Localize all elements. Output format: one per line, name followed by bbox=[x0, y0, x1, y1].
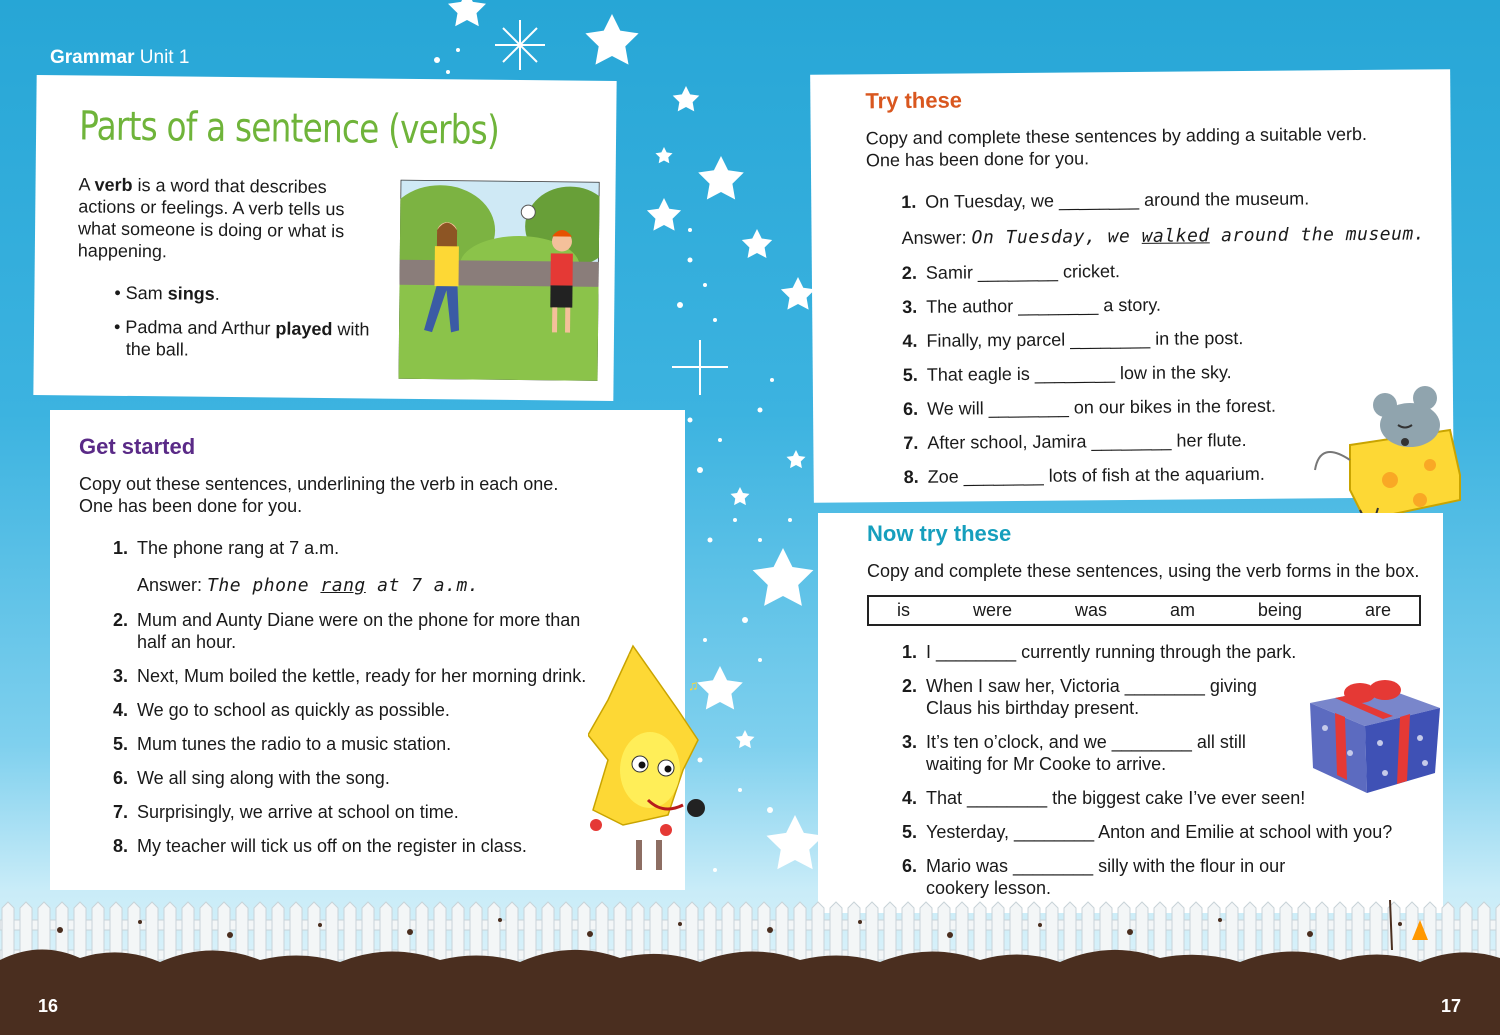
verb-forms-box bbox=[867, 595, 1421, 626]
list-item: 1. The phone rang at 7 a.m. bbox=[113, 538, 340, 558]
list-item: 1. On Tuesday, we ________ around the museum. bbox=[901, 188, 1310, 213]
unit-label: Grammar Unit 1 bbox=[50, 47, 190, 68]
mouse-on-cheese-illustration bbox=[1310, 350, 1470, 520]
list-item: 3. It’s ten o’clock, and we ________ all still waiting for Mr Cooke to arrive. bbox=[902, 732, 1246, 774]
verb-option: are bbox=[1364, 600, 1391, 620]
list-item: 7. Surprisingly, we arrive at school on time. bbox=[113, 802, 459, 822]
list-item: 5. That eagle is ________ low in the sky. bbox=[902, 362, 1232, 386]
list-item: 1. I ________ currently running through the park. bbox=[902, 642, 1297, 662]
try-these-instructions: Copy and complete these sentences by adding a suitable verb. One has been done for you. bbox=[865, 123, 1368, 171]
list-item: 2. Samir ________ cricket. bbox=[901, 261, 1121, 284]
gift-box-illustration bbox=[1305, 668, 1445, 798]
list-item: 6. We will ________ on our bikes in the forest. bbox=[902, 395, 1277, 420]
verb-option: is bbox=[897, 600, 910, 620]
list-item: 8. My teacher will tick us off on the register in class. bbox=[113, 836, 527, 856]
list-item: 4. Finally, my parcel ________ in the post. bbox=[902, 328, 1244, 352]
get-started-heading: Get started bbox=[79, 434, 196, 459]
try-these-heading: Try these bbox=[865, 87, 963, 114]
fence-and-soil-decoration bbox=[0, 900, 1500, 1035]
svg-text:♪: ♪ bbox=[626, 649, 633, 665]
verb-example-1: • Sam sings. bbox=[114, 282, 220, 304]
svg-text:♫: ♫ bbox=[688, 677, 699, 693]
list-item: 3. The author ________ a story. bbox=[902, 294, 1162, 318]
verb-example-2: • Padma and Arthur played with the ball. bbox=[113, 316, 370, 360]
list-item: 6. We all sing along with the song. bbox=[113, 768, 390, 788]
answer-example: Answer: On Tuesday, we walked around the museum. bbox=[901, 223, 1426, 249]
children-playing-illustration bbox=[399, 180, 600, 381]
list-item: 2. Mum and Aunty Diane were on the phone for more than half an hour. bbox=[113, 610, 581, 652]
verb-definition: A verb is a word that describes actions or feelings. A verb tells us what someone is doing or what is happening. bbox=[77, 174, 345, 262]
list-item: 6. Mario was ________ silly with the flour in our cookery lesson. bbox=[902, 856, 1286, 898]
list-item: 7. After school, Jamira ________ her flute. bbox=[903, 430, 1247, 454]
list-item: 5. Mum tunes the radio to a music station. bbox=[113, 734, 452, 754]
answer-example: Answer: The phone rang at 7 a.m. bbox=[137, 575, 480, 596]
svg-text:z: z bbox=[1395, 357, 1402, 373]
get-started-instructions: Copy out these sentences, underlining the verb in each one. One has been done for you. bbox=[79, 474, 559, 516]
verb-option: was bbox=[1074, 600, 1107, 620]
page-number-left: 16 bbox=[38, 996, 59, 1016]
now-try-these-heading: Now try these bbox=[867, 521, 1012, 546]
list-item: 3. Next, Mum boiled the kettle, ready for her morning drink. bbox=[113, 666, 587, 686]
now-try-these-instructions: Copy and complete these sentences, using the verb forms in the box. bbox=[867, 561, 1420, 581]
verb-option: am bbox=[1169, 600, 1195, 620]
list-item: 8. Zoe ________ lots of fish at the aquarium. bbox=[903, 463, 1265, 487]
verb-option: being bbox=[1257, 600, 1302, 620]
svg-text:Z: Z bbox=[1407, 366, 1418, 386]
page-title: Parts of a sentence (verbs) bbox=[78, 103, 500, 154]
hedgehog-mascot-illustration bbox=[588, 640, 708, 885]
list-item: 2. When I saw her, Victoria ________ giving Claus his birthday present. bbox=[902, 676, 1257, 718]
list-item: 5. Yesterday, ________ Anton and Emilie at school with you? bbox=[902, 822, 1393, 842]
list-item: 4. That ________ the biggest cake I’ve ever seen! bbox=[902, 788, 1306, 808]
page-number-right: 17 bbox=[1441, 996, 1462, 1016]
intro-card bbox=[33, 75, 616, 401]
list-item: 4. We go to school as quickly as possible. bbox=[113, 700, 450, 720]
verb-option: were bbox=[972, 600, 1012, 620]
